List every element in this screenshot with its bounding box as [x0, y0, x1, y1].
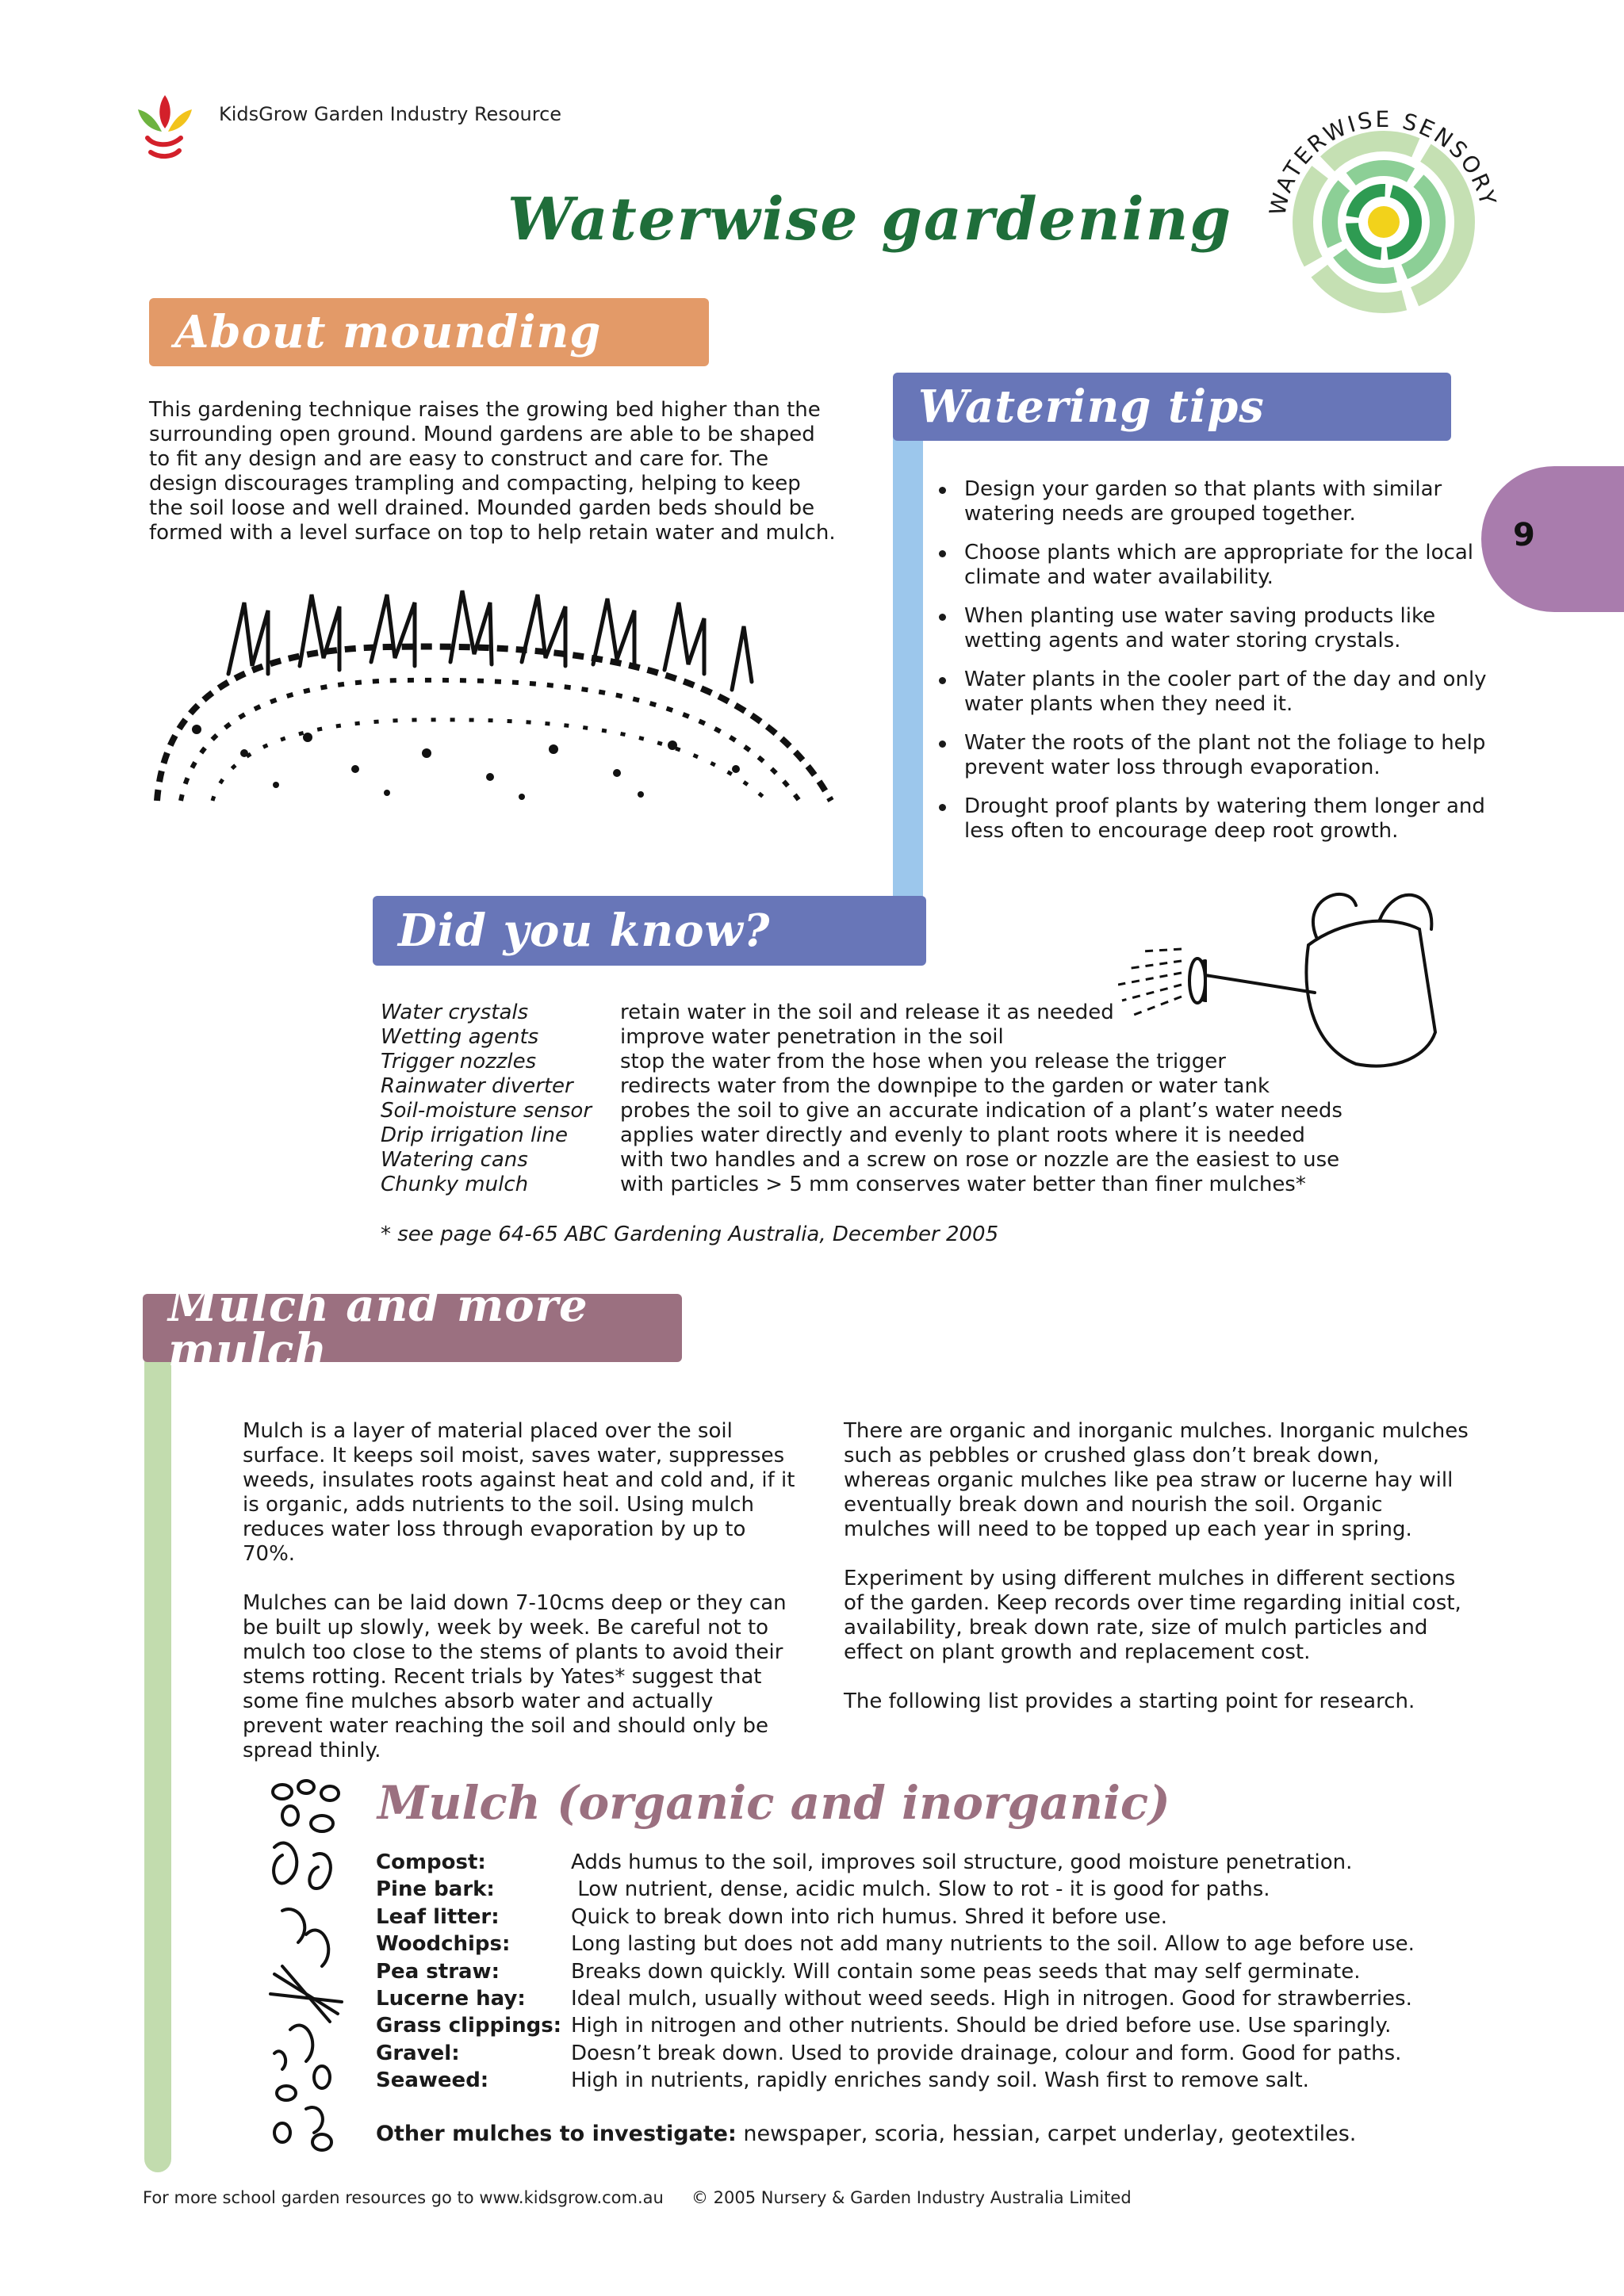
dyk-row: Watering cans with two handles and a screw on rose or nozzle are the easiest to use [381, 1148, 1340, 1172]
watering-tips-list [939, 477, 1510, 858]
mulch-right-column [844, 1419, 1472, 1714]
badge-arc-text: WATERWISE SENSORY [1264, 105, 1502, 218]
watering-tips-blue-bar [893, 412, 923, 904]
did-you-know-list [381, 1001, 1396, 1197]
dyk-row: Water crystals retain water in the soil and release it as needed [381, 1001, 1114, 1024]
dyk-row: Soil-moisture sensor probes the soil to give an accurate indication of a plant’s water needs [381, 1099, 1342, 1123]
mulch-left-p2: Mulches can be laid down 7-10cms deep or they can be built up slowly, week by week. Be careful not to mulch too close to the stems of plants to avoid their stems rotting. Recent trials by Yates* suggest that some fine mulches absorb water and actually prevent water reaching the soil and should only be spread thinly. [243, 1591, 787, 1762]
mulch-right-p2: Experiment by using different mulches in different sections of the garden. Keep records over time regarding initial cost, availability, break down rate, size of mulch particles and effect on plant growth and replacement cost. [844, 1567, 1461, 1664]
dyk-row: Rainwater diverter redirects water from the downpipe to the garden or water tank [381, 1074, 1270, 1098]
mulch-green-bar [144, 1332, 171, 2172]
page-number: 9 [1513, 517, 1535, 553]
mound-illustration [149, 571, 847, 809]
resource-label: KidsGrow Garden Industry Resource [219, 103, 562, 125]
mulch-type-row: Pea straw: Breaks down quickly. Will contain some peas seeds that may self germinate. [376, 1959, 1361, 1984]
about-mounding-banner [149, 298, 709, 366]
tip-item: When planting use water saving products like wetting agents and water storing crystals. [939, 604, 1510, 653]
tip-item: Drought proof plants by watering them longer and less often to encourage deep root growth. [939, 794, 1510, 844]
page-title: Waterwise gardening [508, 186, 1233, 254]
mulch-type-row: Gravel: Doesn’t break down. Used to provide drainage, colour and form. Good for paths. [376, 2041, 1402, 2065]
footer-website-link[interactable]: For more school garden resources go to www.kidsgrow.com.au [143, 2188, 664, 2207]
other-mulches-label: Other mulches to investigate: [376, 2122, 737, 2146]
other-mulches-list: newspaper, scoria, hessian, carpet underlay, geotextiles. [736, 2122, 1357, 2146]
did-you-know-heading: Did you know? [398, 905, 771, 957]
did-you-know-footnote: * see page 64-65 ABC Gardening Australia, December 2005 [381, 1223, 999, 1246]
waterwise-maze-badge [1253, 95, 1515, 317]
mulch-type-row: Pine bark: Low nutrient, dense, acidic mulch. Slow to rot - it is good for paths. [376, 1877, 1270, 1902]
mulch-type-row: Compost: Adds humus to the soil, improves soil structure, good moisture penetration. [376, 1850, 1353, 1874]
watering-tips-banner [893, 373, 1451, 441]
footer-copyright: © 2005 Nursery & Garden Industry Australia Limited [691, 2188, 1132, 2207]
mulch-banner [143, 1280, 682, 1376]
dyk-row: Trigger nozzles stop the water from the hose when you release the trigger [381, 1050, 1226, 1073]
about-mounding-heading: About mounding [174, 306, 602, 358]
watering-tips-heading: Watering tips [918, 381, 1265, 433]
about-mounding-text: This gardening technique raises the growing bed higher than the surrounding open ground. Mound gardens are able to be shaped to fit any design and are easy to construct and care for. The design discourages trampling and compacting, helping to keep the soil loose and well drained. Mounded garden beds should be formed with a level surface on top to help retain water and mulch. [149, 398, 836, 545]
mulch-type-row: Leaf litter: Quick to break down into rich humus. Shred it before use. [376, 1904, 1168, 1929]
mulch-heading: Mulch and more mulch [168, 1280, 588, 1376]
mulch-left-p1: Mulch is a layer of material placed over the soil surface. It keeps soil moist, saves water, suppresses weeds, insulates roots against heat and cold and, if it is organic, adds nutrients to the soil. Using mulch reduces water loss through evaporation by up to 70%. [243, 1419, 795, 1566]
mulch-type-row: Grass clippings: High in nitrogen and other nutrients. Should be dried before use. Use sparingly. [376, 2014, 1392, 2038]
mulch-right-p1: There are organic and inorganic mulches. Inorganic mulches such as pebbles or crushed glass don’t break down, whereas organic mulches like pea straw or lucerne hay will eventually break down and nourish the soil. Organic mulches will need to be topped up each year in spring. [844, 1419, 1469, 1541]
mulch-types-heading: Mulch (organic and inorganic) [377, 1776, 1170, 1830]
mulch-types-list [376, 1849, 1502, 2095]
tip-item: Choose plants which are appropriate for the local climate and water availability. [939, 541, 1510, 590]
mulch-type-row: Woodchips: Long lasting but does not add many nutrients to the soil. Allow to age before use. [376, 1932, 1415, 1957]
mulch-type-row: Seaweed: High in nutrients, rapidly enriches sandy soil. Wash first to remove salt. [376, 2068, 1309, 2093]
did-you-know-banner [373, 896, 926, 966]
mulch-type-row: Lucerne hay: Ideal mulch, usually without weed seeds. High in nitrogen. Good for strawberries. [376, 1987, 1412, 2011]
mulch-right-p3: The following list provides a starting point for research. [844, 1689, 1415, 1713]
other-mulches [376, 2122, 1356, 2146]
mulch-particles-illustration [259, 1776, 354, 2156]
dyk-row: Wetting agents improve water penetration in the soil [381, 1025, 1004, 1049]
tip-item: Water the roots of the plant not the foliage to help prevent water loss through evaporation. [939, 731, 1510, 780]
tip-item: Water plants in the cooler part of the day and only water plants when they need it. [939, 668, 1510, 717]
dyk-row: Chunky mulch with particles > 5 mm conserves water better than finer mulches* [381, 1173, 1306, 1196]
mulch-left-column [243, 1419, 798, 1763]
kidsgrow-logo [133, 89, 197, 165]
dyk-row: Drip irrigation line applies water directly and evenly to plant roots where it is needed [381, 1123, 1305, 1147]
tip-item: Design your garden so that plants with similar watering needs are grouped together. [939, 477, 1510, 526]
